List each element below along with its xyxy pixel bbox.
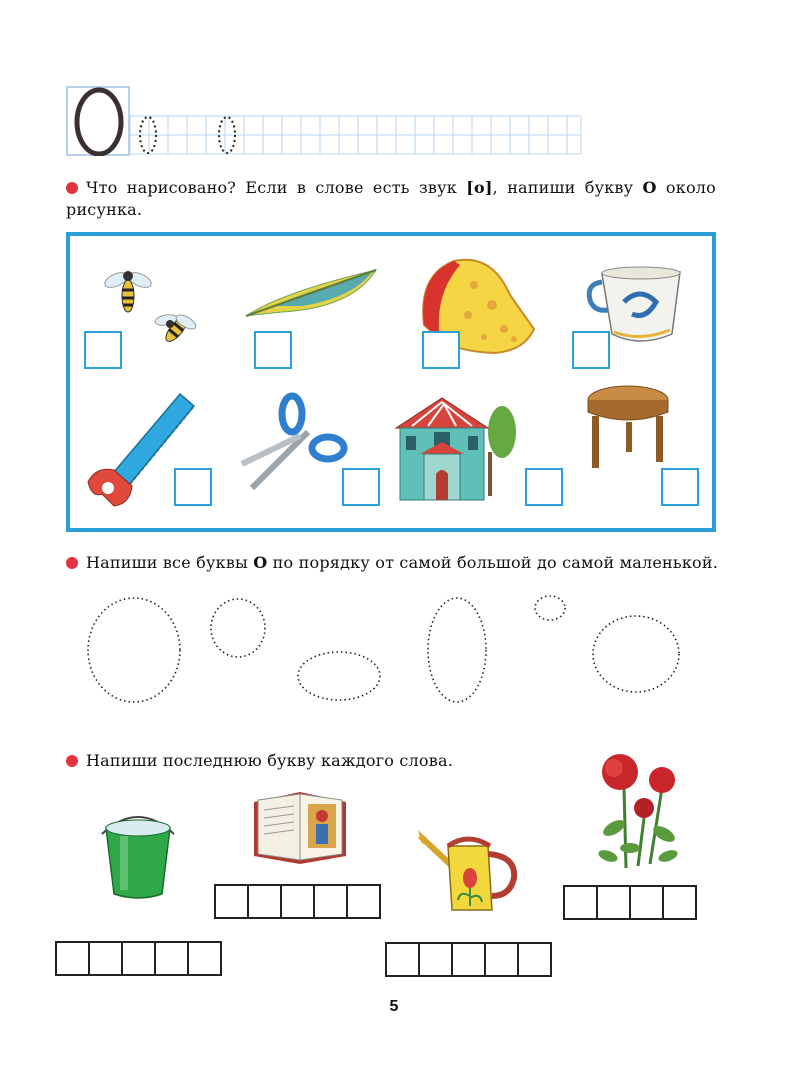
dotted-letter-o-2[interactable] — [211, 599, 265, 657]
letter-cell[interactable] — [247, 884, 282, 919]
answer-box-cup[interactable] — [572, 331, 610, 369]
letter-cell[interactable] — [662, 885, 697, 920]
answer-box-feather[interactable] — [254, 331, 292, 369]
letter-cell[interactable] — [385, 942, 420, 977]
dotted-letter-o-3[interactable] — [298, 652, 380, 700]
letter-cell[interactable] — [596, 885, 631, 920]
letter-cell[interactable] — [187, 941, 222, 976]
answer-box-saw[interactable] — [174, 468, 212, 506]
letter-label: О — [253, 553, 268, 572]
letter-label: О — [642, 178, 657, 197]
dotted-letter-o-5[interactable] — [535, 596, 565, 620]
letter-cell[interactable] — [88, 941, 123, 976]
letter-cell[interactable] — [121, 941, 156, 976]
dotted-letters-area — [80, 590, 700, 710]
task-2-instruction: Напиши все буквы О по порядку от самой большой до самой маленькой. — [66, 552, 726, 574]
dotted-letter-o-4[interactable] — [428, 598, 486, 702]
letter-cell[interactable] — [280, 884, 315, 919]
letter-cell[interactable] — [563, 885, 598, 920]
letter-cell[interactable] — [154, 941, 189, 976]
bullet-icon — [66, 182, 78, 194]
task-3-instruction: Напиши последнюю букву каждого слова. — [66, 750, 726, 772]
book-icon — [250, 786, 350, 866]
letter-cell[interactable] — [517, 942, 552, 977]
letter-cell[interactable] — [313, 884, 348, 919]
word-cells-book[interactable] — [214, 884, 381, 919]
house-icon — [392, 392, 524, 504]
task-1-instruction: Что нарисовано? Если в слове есть звук [о], напиши букву О около рисунка. — [66, 178, 716, 219]
answer-box-house[interactable] — [525, 468, 563, 506]
letter-cell[interactable] — [451, 942, 486, 977]
answer-box-wasps[interactable] — [84, 331, 122, 369]
dotted-letter-o-1[interactable] — [88, 598, 180, 702]
letter-cell[interactable] — [629, 885, 664, 920]
bullet-icon — [66, 755, 78, 767]
sound-label: [о] — [466, 178, 493, 197]
answer-box-scissors[interactable] — [342, 468, 380, 506]
page-number: 5 — [389, 998, 399, 1015]
letter-cell[interactable] — [484, 942, 519, 977]
letter-cell[interactable] — [346, 884, 381, 919]
answer-box-cap[interactable] — [422, 331, 460, 369]
answer-box-table[interactable] — [661, 468, 699, 506]
copybook-strip — [66, 86, 582, 156]
watering-can-icon — [418, 826, 522, 916]
table-icon — [586, 382, 672, 474]
feather-icon — [242, 262, 380, 320]
letter-cell[interactable] — [214, 884, 249, 919]
bucket-icon — [96, 806, 186, 900]
scissors-icon — [236, 392, 348, 500]
letter-cell[interactable] — [418, 942, 453, 977]
rose-icon — [584, 748, 692, 874]
bullet-icon — [66, 557, 78, 569]
dotted-letter-o-6[interactable] — [593, 616, 679, 692]
word-cells-watering-can[interactable] — [385, 942, 552, 977]
letter-cell[interactable] — [55, 941, 90, 976]
big-letter-o — [77, 90, 121, 154]
word-cells-rose[interactable] — [563, 885, 697, 920]
word-cells-bucket[interactable] — [55, 941, 222, 976]
